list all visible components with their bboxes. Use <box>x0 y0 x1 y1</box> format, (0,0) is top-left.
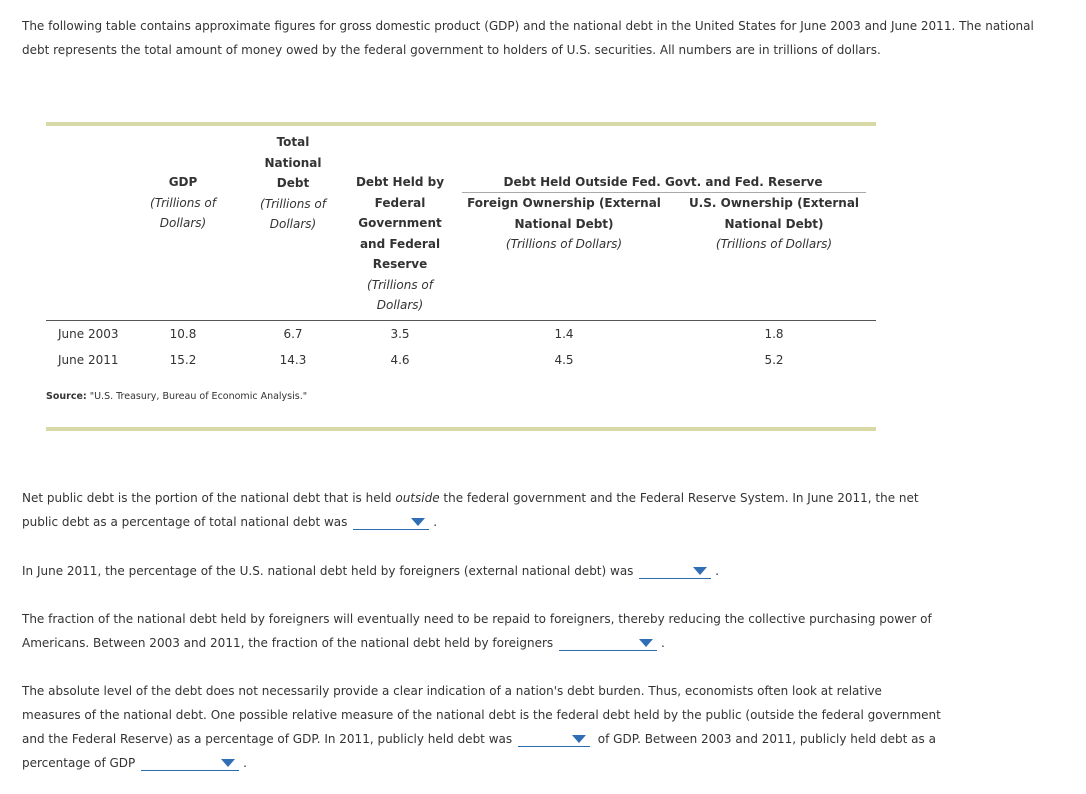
net-public-debt-percent-dropdown[interactable] <box>353 513 429 530</box>
header-total-t1: Total <box>276 135 310 149</box>
cell-fed: 3.5 <box>390 327 410 341</box>
q3-period: . <box>660 636 665 650</box>
question-foreign-fraction-change <box>22 607 942 655</box>
header-outside-group: Debt Held Outside Fed. Govt. and Fed. Reserve <box>503 175 823 189</box>
header-gdp-title: GDP <box>168 175 198 189</box>
row-label: June 2011 <box>58 353 119 367</box>
foreign-fraction-change-dropdown[interactable] <box>559 634 657 651</box>
cell-total: 6.7 <box>283 327 303 341</box>
header-total-t2: National <box>264 155 322 170</box>
cell-foreign: 4.5 <box>554 353 574 367</box>
source-label: Source: <box>46 391 87 402</box>
question-public-debt-gdp <box>22 679 942 775</box>
header-foreign-t1: Foreign Ownership (External <box>467 196 661 210</box>
header-total-t3: Debt <box>276 176 310 190</box>
q3-text: The fraction of the national debt held by foreigners will eventually need to be repaid to foreigners, thereby reducing the collective purchasing power of Americans. Between 2003 and 2011, the fraction of the national debt held by foreigners <box>22 612 932 650</box>
header-gdp-unit2: Dollars) <box>159 216 207 230</box>
header-us-t1: U.S. Ownership (External <box>688 196 860 210</box>
header-bottom-rule <box>46 320 876 321</box>
q1-emphasis: outside <box>395 491 440 505</box>
chevron-down-icon <box>221 759 235 767</box>
header-fed-unit2: Dollars) <box>376 298 424 312</box>
chevron-down-icon <box>693 567 707 575</box>
q1-text-a: Net public debt is the portion of the national debt that is held <box>22 491 396 505</box>
header-fed-t1: Debt Held by <box>355 175 445 189</box>
header-fed-t5: Reserve <box>372 257 428 271</box>
header-total-debt <box>248 132 338 235</box>
q4-period: . <box>243 756 247 770</box>
public-debt-gdp-percent-dropdown[interactable] <box>518 730 590 747</box>
public-debt-gdp-change-dropdown[interactable] <box>141 754 239 771</box>
cell-gdp: 15.2 <box>169 353 197 367</box>
header-foreign-t2: National Debt) <box>514 216 614 231</box>
q1-period: . <box>433 515 438 529</box>
header-total-unit1: (Trillions of <box>260 196 326 211</box>
q2-period: . <box>715 564 720 578</box>
header-fed-unit1: (Trillions of <box>367 277 433 292</box>
header-gdp <box>138 172 228 234</box>
q1-text-b: the federal government and the Federal Reserve System. In June 2011, the net public debt as a percentage of total national debt was <box>22 491 919 529</box>
header-fed-t4: and Federal <box>359 236 441 251</box>
header-us-t2: National Debt) <box>724 216 824 231</box>
cell-total: 14.3 <box>279 353 307 367</box>
cell-us: 5.2 <box>764 353 784 367</box>
q4-text-a: The absolute level of the debt does not necessarily provide a clear indication of a nation's debt burden. Thus, economists often look at relative measures of the national debt. One possible relative measure of the national debt is the federal debt held by the public (outside the federal government and the Federal Reserve) as a percentage of GDP. In 2011, publicly held debt was <box>22 684 941 746</box>
header-fed-t3: Government <box>358 216 442 230</box>
header-gdp-unit1: (Trillions of <box>150 195 216 210</box>
table-top-rule <box>46 122 876 126</box>
header-us-unit: (Trillions of Dollars) <box>715 237 833 251</box>
cell-fed: 4.6 <box>390 353 410 367</box>
header-foreign-unit: (Trillions of Dollars) <box>505 237 623 251</box>
table-source <box>46 391 307 402</box>
source-text: "U.S. Treasury, Bureau of Economic Analysis." <box>86 391 308 402</box>
cell-us: 1.8 <box>764 327 784 341</box>
chevron-down-icon <box>411 518 425 526</box>
chevron-down-icon <box>639 639 653 647</box>
question-net-public-debt <box>22 486 952 534</box>
row-label: June 2003 <box>58 327 119 341</box>
q4-text-b: of GDP. Between 2003 and 2011, publicly held debt as a percentage of GDP <box>22 732 936 770</box>
cell-foreign: 1.4 <box>554 327 574 341</box>
cell-gdp: 10.8 <box>169 327 197 341</box>
header-fed-debt <box>350 172 450 316</box>
header-total-unit2: Dollars) <box>269 217 317 231</box>
header-fed-t2: Federal <box>374 195 426 210</box>
header-us <box>674 193 874 255</box>
chevron-down-icon <box>572 735 586 743</box>
q2-text: In June 2011, the percentage of the U.S. national debt held by foreigners (external national debt) was <box>22 564 634 578</box>
intro-text: The following table contains approximate figures for gross domestic product (GDP) and the national debt in the United States for June 2003 and June 2011. The national debt represents the total amount of money owed by the federal government to holders of U.S. securities. All numbers are in trillions of dollars. <box>22 19 1034 57</box>
table-bottom-rule <box>46 427 876 431</box>
question-foreign-held-percent <box>22 559 1062 583</box>
header-foreign <box>460 193 668 255</box>
foreign-held-percent-dropdown[interactable] <box>639 562 711 579</box>
